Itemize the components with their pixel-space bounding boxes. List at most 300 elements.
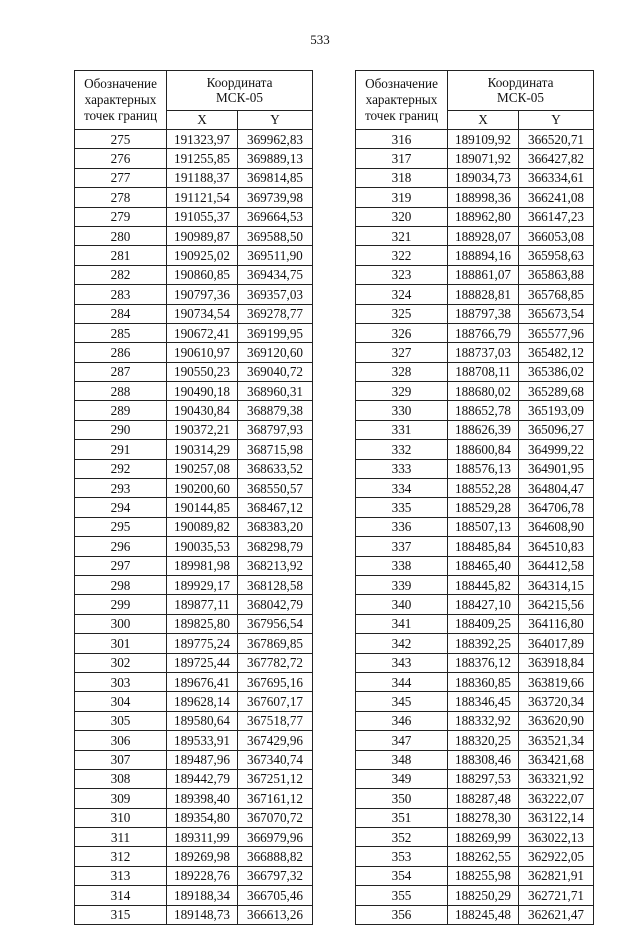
y-coordinate-cell: 366979,96	[238, 828, 313, 847]
y-coordinate-cell: 366705,46	[238, 886, 313, 905]
x-coordinate-cell: 190200,60	[167, 479, 238, 498]
y-coordinate-cell: 365958,63	[519, 246, 594, 265]
y-coordinate-cell: 367340,74	[238, 750, 313, 769]
y-coordinate-cell: 369434,75	[238, 265, 313, 284]
y-coordinate-cell: 362922,05	[519, 847, 594, 866]
x-coordinate-cell: 188552,28	[448, 479, 519, 498]
header-coordinate	[448, 71, 594, 111]
y-coordinate-cell: 364017,89	[519, 634, 594, 653]
point-id-cell: 354	[356, 866, 448, 885]
y-coordinate-cell: 366888,82	[238, 847, 313, 866]
point-id-cell: 287	[75, 362, 167, 381]
x-coordinate-cell: 188250,29	[448, 886, 519, 905]
y-coordinate-cell: 363321,92	[519, 769, 594, 788]
point-id-cell: 300	[75, 614, 167, 633]
x-coordinate-cell: 188445,82	[448, 575, 519, 594]
table-row	[356, 440, 594, 459]
table-row	[75, 265, 313, 284]
point-id-cell: 318	[356, 168, 448, 187]
y-coordinate-cell: 367070,72	[238, 808, 313, 827]
x-coordinate-cell: 189148,73	[167, 905, 238, 924]
point-id-cell: 304	[75, 692, 167, 711]
x-coordinate-cell: 189775,24	[167, 634, 238, 653]
x-coordinate-cell: 190797,36	[167, 285, 238, 304]
x-coordinate-cell: 190372,21	[167, 420, 238, 439]
table-row	[75, 188, 313, 207]
x-coordinate-cell: 189580,64	[167, 711, 238, 730]
y-coordinate-cell: 364412,58	[519, 556, 594, 575]
x-coordinate-cell: 188308,46	[448, 750, 519, 769]
table-row	[356, 905, 594, 924]
table-row	[75, 750, 313, 769]
point-id-cell: 280	[75, 226, 167, 245]
point-id-cell: 334	[356, 479, 448, 498]
y-coordinate-cell: 368960,31	[238, 382, 313, 401]
point-id-cell: 325	[356, 304, 448, 323]
table-row	[356, 886, 594, 905]
x-coordinate-cell: 188576,13	[448, 459, 519, 478]
x-coordinate-cell: 189487,96	[167, 750, 238, 769]
x-coordinate-cell: 190610,97	[167, 343, 238, 362]
table-row	[356, 382, 594, 401]
x-coordinate-cell: 189398,40	[167, 789, 238, 808]
table-row	[75, 304, 313, 323]
x-coordinate-cell: 190925,02	[167, 246, 238, 265]
y-coordinate-cell: 369588,50	[238, 226, 313, 245]
point-id-cell: 277	[75, 168, 167, 187]
table-row	[75, 246, 313, 265]
point-id-cell: 306	[75, 731, 167, 750]
point-id-cell: 281	[75, 246, 167, 265]
x-coordinate-cell: 188392,25	[448, 634, 519, 653]
table-row	[356, 246, 594, 265]
y-coordinate-cell: 368715,98	[238, 440, 313, 459]
table-body	[75, 130, 313, 925]
point-id-cell: 285	[75, 323, 167, 342]
y-coordinate-cell: 367251,12	[238, 769, 313, 788]
point-id-cell: 352	[356, 828, 448, 847]
y-coordinate-cell: 363122,14	[519, 808, 594, 827]
table-row	[75, 866, 313, 885]
point-id-cell: 329	[356, 382, 448, 401]
header-y: Y	[519, 110, 594, 129]
header-coordinate-system: МСК-05	[497, 90, 544, 106]
y-coordinate-cell: 369814,85	[238, 168, 313, 187]
x-coordinate-cell: 188255,98	[448, 866, 519, 885]
point-id-cell: 324	[356, 285, 448, 304]
point-id-cell: 321	[356, 226, 448, 245]
x-coordinate-cell: 188360,85	[448, 672, 519, 691]
table-row	[356, 323, 594, 342]
table-row	[356, 789, 594, 808]
table-row	[356, 828, 594, 847]
table-row	[356, 188, 594, 207]
y-coordinate-cell: 366797,32	[238, 866, 313, 885]
point-id-cell: 332	[356, 440, 448, 459]
table-row	[356, 866, 594, 885]
y-coordinate-cell: 364999,22	[519, 440, 594, 459]
table-row	[75, 343, 313, 362]
x-coordinate-cell: 189228,76	[167, 866, 238, 885]
x-coordinate-cell: 190035,53	[167, 537, 238, 556]
table-row	[356, 459, 594, 478]
x-coordinate-cell: 190314,29	[167, 440, 238, 459]
point-id-cell: 335	[356, 498, 448, 517]
y-coordinate-cell: 363918,84	[519, 653, 594, 672]
y-coordinate-cell: 364804,47	[519, 479, 594, 498]
point-id-cell: 337	[356, 537, 448, 556]
y-coordinate-cell: 363819,66	[519, 672, 594, 691]
y-coordinate-cell: 368383,20	[238, 517, 313, 536]
point-id-cell: 315	[75, 905, 167, 924]
x-coordinate-cell: 188828,81	[448, 285, 519, 304]
header-y: Y	[238, 110, 313, 129]
point-id-cell: 283	[75, 285, 167, 304]
table-row	[356, 672, 594, 691]
table-row	[356, 226, 594, 245]
y-coordinate-cell: 363421,68	[519, 750, 594, 769]
point-id-cell: 330	[356, 401, 448, 420]
y-coordinate-cell: 362621,47	[519, 905, 594, 924]
y-coordinate-cell: 366241,08	[519, 188, 594, 207]
table-row	[75, 575, 313, 594]
point-id-cell: 326	[356, 323, 448, 342]
x-coordinate-cell: 188278,30	[448, 808, 519, 827]
x-coordinate-cell: 191323,97	[167, 130, 238, 149]
point-id-cell: 276	[75, 149, 167, 168]
point-id-cell: 311	[75, 828, 167, 847]
y-coordinate-cell: 365386,02	[519, 362, 594, 381]
coordinates-table-right	[355, 70, 594, 925]
table-row	[356, 808, 594, 827]
point-id-cell: 275	[75, 130, 167, 149]
y-coordinate-cell: 366427,82	[519, 149, 594, 168]
y-coordinate-cell: 369357,03	[238, 285, 313, 304]
y-coordinate-cell: 366147,23	[519, 207, 594, 226]
table-row	[75, 789, 313, 808]
point-id-cell: 312	[75, 847, 167, 866]
point-id-cell: 279	[75, 207, 167, 226]
x-coordinate-cell: 189533,91	[167, 731, 238, 750]
x-coordinate-cell: 188245,48	[448, 905, 519, 924]
x-coordinate-cell: 188507,13	[448, 517, 519, 536]
y-coordinate-cell: 364510,83	[519, 537, 594, 556]
point-id-cell: 282	[75, 265, 167, 284]
x-coordinate-cell: 190089,82	[167, 517, 238, 536]
x-coordinate-cell: 188427,10	[448, 595, 519, 614]
point-id-cell: 349	[356, 769, 448, 788]
header-coordinate-title: Координата	[487, 75, 554, 91]
x-coordinate-cell: 189929,17	[167, 575, 238, 594]
point-id-cell: 288	[75, 382, 167, 401]
x-coordinate-cell: 188861,07	[448, 265, 519, 284]
y-coordinate-cell: 367429,96	[238, 731, 313, 750]
x-coordinate-cell: 188269,99	[448, 828, 519, 847]
table-row	[356, 769, 594, 788]
y-coordinate-cell: 365673,54	[519, 304, 594, 323]
y-coordinate-cell: 367869,85	[238, 634, 313, 653]
y-coordinate-cell: 367956,54	[238, 614, 313, 633]
table-row	[75, 440, 313, 459]
point-id-cell: 351	[356, 808, 448, 827]
x-coordinate-cell: 190734,54	[167, 304, 238, 323]
y-coordinate-cell: 368467,12	[238, 498, 313, 517]
table-row	[75, 808, 313, 827]
table-row	[356, 750, 594, 769]
table-row	[356, 479, 594, 498]
y-coordinate-cell: 368550,57	[238, 479, 313, 498]
point-id-cell: 331	[356, 420, 448, 439]
table-row	[75, 401, 313, 420]
x-coordinate-cell: 188680,02	[448, 382, 519, 401]
x-coordinate-cell: 189877,11	[167, 595, 238, 614]
x-coordinate-cell: 188998,36	[448, 188, 519, 207]
x-coordinate-cell: 190672,41	[167, 323, 238, 342]
table-row	[75, 130, 313, 149]
x-coordinate-cell: 188320,25	[448, 731, 519, 750]
x-coordinate-cell: 189109,92	[448, 130, 519, 149]
point-id-cell: 353	[356, 847, 448, 866]
point-id-cell: 343	[356, 653, 448, 672]
table-row	[356, 285, 594, 304]
point-id-cell: 339	[356, 575, 448, 594]
header-coordinate-system: МСК-05	[216, 90, 263, 106]
x-coordinate-cell: 189311,99	[167, 828, 238, 847]
point-id-cell: 293	[75, 479, 167, 498]
point-id-cell: 294	[75, 498, 167, 517]
point-id-cell: 297	[75, 556, 167, 575]
x-coordinate-cell: 188529,28	[448, 498, 519, 517]
x-coordinate-cell: 190550,23	[167, 362, 238, 381]
table-row	[356, 847, 594, 866]
table-row	[356, 634, 594, 653]
y-coordinate-cell: 368633,52	[238, 459, 313, 478]
table-row	[75, 692, 313, 711]
y-coordinate-cell: 367607,17	[238, 692, 313, 711]
point-id-cell: 333	[356, 459, 448, 478]
table-row	[356, 653, 594, 672]
table-row	[75, 362, 313, 381]
y-coordinate-cell: 369962,83	[238, 130, 313, 149]
y-coordinate-cell: 363620,90	[519, 711, 594, 730]
x-coordinate-cell: 190490,18	[167, 382, 238, 401]
point-id-cell: 284	[75, 304, 167, 323]
table-row	[356, 420, 594, 439]
x-coordinate-cell: 188962,80	[448, 207, 519, 226]
table-row	[75, 731, 313, 750]
header-coordinate-title: Координата	[206, 75, 273, 91]
table-row	[75, 595, 313, 614]
y-coordinate-cell: 364608,90	[519, 517, 594, 536]
x-coordinate-cell: 190144,85	[167, 498, 238, 517]
table-row	[75, 653, 313, 672]
y-coordinate-cell: 363222,07	[519, 789, 594, 808]
y-coordinate-cell: 369664,53	[238, 207, 313, 226]
y-coordinate-cell: 366613,26	[238, 905, 313, 924]
y-coordinate-cell: 368213,92	[238, 556, 313, 575]
y-coordinate-cell: 362721,71	[519, 886, 594, 905]
y-coordinate-cell: 368797,93	[238, 420, 313, 439]
table-row	[356, 168, 594, 187]
table-row	[75, 634, 313, 653]
y-coordinate-cell: 362821,91	[519, 866, 594, 885]
point-id-cell: 314	[75, 886, 167, 905]
table-row	[356, 537, 594, 556]
table-row	[356, 498, 594, 517]
x-coordinate-cell: 188737,03	[448, 343, 519, 362]
x-coordinate-cell: 188332,92	[448, 711, 519, 730]
table-row	[75, 905, 313, 924]
point-id-cell: 296	[75, 537, 167, 556]
point-id-cell: 348	[356, 750, 448, 769]
x-coordinate-cell: 189981,98	[167, 556, 238, 575]
header-x: X	[167, 110, 238, 129]
point-id-cell: 340	[356, 595, 448, 614]
table-row	[75, 847, 313, 866]
y-coordinate-cell: 365577,96	[519, 323, 594, 342]
table-row	[75, 420, 313, 439]
x-coordinate-cell: 189442,79	[167, 769, 238, 788]
table-row	[75, 672, 313, 691]
x-coordinate-cell: 189071,92	[448, 149, 519, 168]
point-id-cell: 295	[75, 517, 167, 536]
y-coordinate-cell: 364116,80	[519, 614, 594, 633]
x-coordinate-cell: 190430,84	[167, 401, 238, 420]
point-id-cell: 290	[75, 420, 167, 439]
x-coordinate-cell: 191255,85	[167, 149, 238, 168]
y-coordinate-cell: 369120,60	[238, 343, 313, 362]
table-row	[75, 614, 313, 633]
coordinates-table-left	[74, 70, 313, 925]
y-coordinate-cell: 369199,95	[238, 323, 313, 342]
x-coordinate-cell: 188485,84	[448, 537, 519, 556]
y-coordinate-cell: 365768,85	[519, 285, 594, 304]
x-coordinate-cell: 188297,53	[448, 769, 519, 788]
point-id-cell: 322	[356, 246, 448, 265]
y-coordinate-cell: 364901,95	[519, 459, 594, 478]
point-id-cell: 292	[75, 459, 167, 478]
y-coordinate-cell: 366053,08	[519, 226, 594, 245]
y-coordinate-cell: 365193,09	[519, 401, 594, 420]
point-id-cell: 344	[356, 672, 448, 691]
table-row	[75, 828, 313, 847]
table-row	[75, 556, 313, 575]
y-coordinate-cell: 364215,56	[519, 595, 594, 614]
y-coordinate-cell: 368298,79	[238, 537, 313, 556]
header-x: X	[448, 110, 519, 129]
table-row	[75, 149, 313, 168]
y-coordinate-cell: 367782,72	[238, 653, 313, 672]
x-coordinate-cell: 188409,25	[448, 614, 519, 633]
point-id-cell: 327	[356, 343, 448, 362]
x-coordinate-cell: 188708,11	[448, 362, 519, 381]
table-row	[356, 304, 594, 323]
table-row	[75, 226, 313, 245]
table-row	[75, 886, 313, 905]
x-coordinate-cell: 190989,87	[167, 226, 238, 245]
x-coordinate-cell: 189034,73	[448, 168, 519, 187]
y-coordinate-cell: 363720,34	[519, 692, 594, 711]
point-id-cell: 336	[356, 517, 448, 536]
table-row	[356, 149, 594, 168]
point-id-cell: 345	[356, 692, 448, 711]
point-id-cell: 309	[75, 789, 167, 808]
point-id-cell: 328	[356, 362, 448, 381]
point-id-cell: 308	[75, 769, 167, 788]
table-row	[75, 537, 313, 556]
y-coordinate-cell: 365096,27	[519, 420, 594, 439]
table-row	[356, 575, 594, 594]
y-coordinate-cell: 368879,38	[238, 401, 313, 420]
table-row	[75, 285, 313, 304]
y-coordinate-cell: 365289,68	[519, 382, 594, 401]
table-row	[75, 323, 313, 342]
x-coordinate-cell: 188600,84	[448, 440, 519, 459]
point-id-cell: 307	[75, 750, 167, 769]
table-row	[356, 692, 594, 711]
table-row	[356, 265, 594, 284]
y-coordinate-cell: 369511,90	[238, 246, 313, 265]
y-coordinate-cell: 364706,78	[519, 498, 594, 517]
x-coordinate-cell: 191188,37	[167, 168, 238, 187]
y-coordinate-cell: 368042,79	[238, 595, 313, 614]
header-point-label: Обозначение характерных точек границ	[356, 71, 448, 130]
table-row	[356, 401, 594, 420]
x-coordinate-cell: 188894,16	[448, 246, 519, 265]
y-coordinate-cell: 363022,13	[519, 828, 594, 847]
table-row	[356, 207, 594, 226]
table-row	[356, 343, 594, 362]
x-coordinate-cell: 188465,40	[448, 556, 519, 575]
y-coordinate-cell: 369278,77	[238, 304, 313, 323]
page-number: 533	[310, 32, 330, 47]
table-body	[356, 130, 594, 925]
x-coordinate-cell: 189628,14	[167, 692, 238, 711]
y-coordinate-cell: 369739,98	[238, 188, 313, 207]
header-point-label: Обозначение характерных точек границ	[75, 71, 167, 130]
table-row	[356, 130, 594, 149]
point-id-cell: 342	[356, 634, 448, 653]
point-id-cell: 298	[75, 575, 167, 594]
y-coordinate-cell: 367518,77	[238, 711, 313, 730]
point-id-cell: 319	[356, 188, 448, 207]
y-coordinate-cell: 365482,12	[519, 343, 594, 362]
x-coordinate-cell: 189676,41	[167, 672, 238, 691]
point-id-cell: 310	[75, 808, 167, 827]
table-row	[75, 168, 313, 187]
x-coordinate-cell: 189354,80	[167, 808, 238, 827]
table-row	[75, 382, 313, 401]
x-coordinate-cell: 188287,48	[448, 789, 519, 808]
x-coordinate-cell: 189269,98	[167, 847, 238, 866]
x-coordinate-cell: 188928,07	[448, 226, 519, 245]
point-id-cell: 320	[356, 207, 448, 226]
table-row	[75, 769, 313, 788]
x-coordinate-cell: 189188,34	[167, 886, 238, 905]
x-coordinate-cell: 191121,54	[167, 188, 238, 207]
y-coordinate-cell: 363521,34	[519, 731, 594, 750]
y-coordinate-cell: 364314,15	[519, 575, 594, 594]
table-row	[356, 731, 594, 750]
x-coordinate-cell: 190257,08	[167, 459, 238, 478]
table-row	[356, 517, 594, 536]
point-id-cell: 338	[356, 556, 448, 575]
y-coordinate-cell: 367695,16	[238, 672, 313, 691]
point-id-cell: 313	[75, 866, 167, 885]
table-row	[356, 556, 594, 575]
point-id-cell: 356	[356, 905, 448, 924]
point-id-cell: 323	[356, 265, 448, 284]
